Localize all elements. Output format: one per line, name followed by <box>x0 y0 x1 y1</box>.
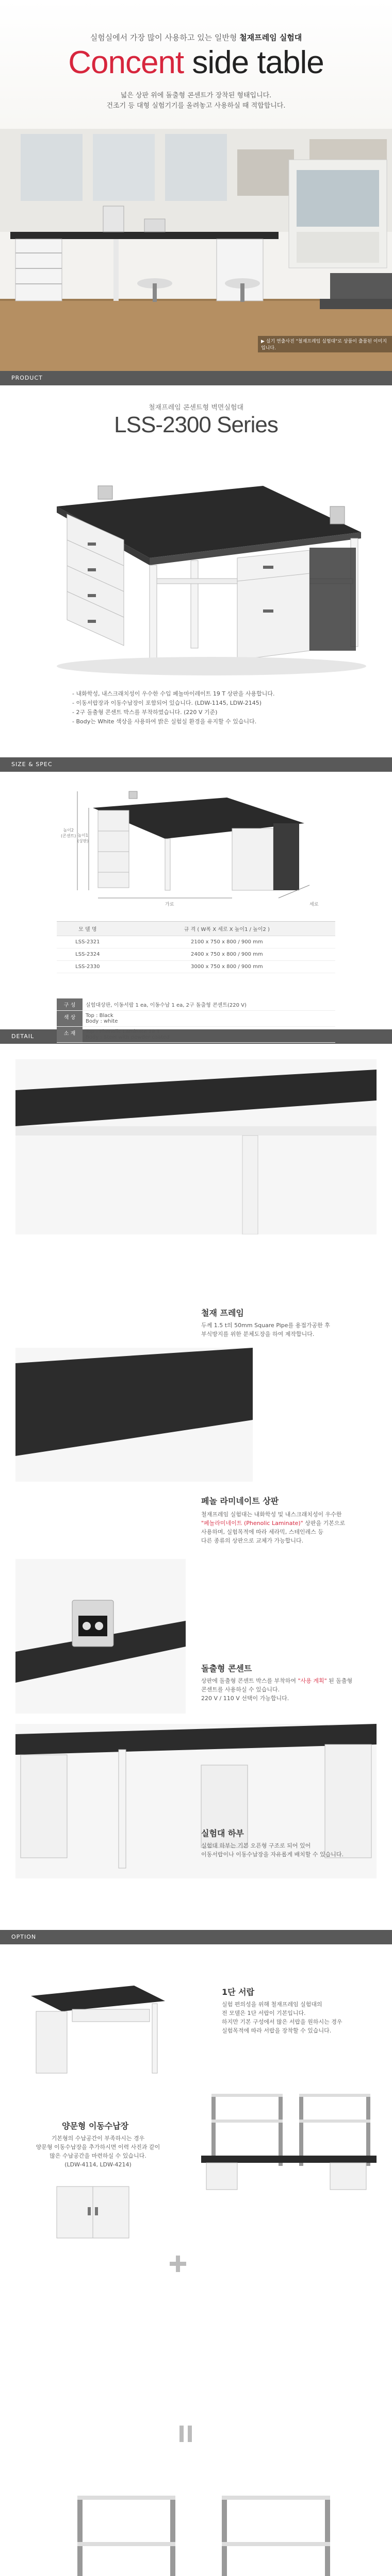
feature-item: - 이동서랍장과 이동수납장이 포함되어 있습니다. (LDW-1145, LDW-2145) <box>72 700 262 706</box>
detail-photo-frame <box>15 1059 377 1234</box>
option-table-illustration <box>21 1980 170 2078</box>
lab-room-photo <box>0 129 392 371</box>
table-row: LSS-2324 2400 x 750 x 800 / 900 mm <box>57 948 335 961</box>
composition-table <box>57 998 335 1043</box>
detail-desc: 실험대 하부는 기본 오픈형 구조로 되어 있어 이동서랍이나 이동수납장을 자유롭게 배치할 수 있습니다. <box>201 1842 344 1858</box>
product-feature-list <box>72 689 340 726</box>
table-row: LSS-2330 3000 x 750 x 800 / 900 mm <box>57 961 335 973</box>
table-header: 규 격 ( W폭 X 세로 X 높이1 / 높이2 ) <box>119 922 335 936</box>
product-illustration <box>21 455 382 682</box>
table-row: LSS-2321 2100 x 750 x 800 / 900 mm <box>57 936 335 948</box>
photo-caption: ▶ 실기 연출사진 "철재프레임 실험대"로 상품이 출품된 이미지입니다. <box>258 336 392 352</box>
hero-subtitle-line: 건조기 등 대형 실험기기를 올려놓고 사용하실 때 적합합니다. <box>106 102 286 110</box>
option-title: 1단 서랍 <box>222 1987 255 1997</box>
hero-intro-text: 실험실에서 가장 많이 사용하고 있는 일반형 <box>90 33 237 42</box>
option-desc: 실험 편의성을 위해 철재프레임 실험대의 전 모델은 1단 서랍이 기본입니다. 하지만 기본 구성에서 많은 서랍을 원하시는 경우 실험목적에 따라 서랍을 장착할 수 있습니다. <box>222 2001 342 2034</box>
section-header-spec: SIZE & SPEC <box>0 757 392 772</box>
dimension-illustration <box>62 787 330 906</box>
hero-intro <box>0 32 392 43</box>
product-section <box>0 385 392 757</box>
size-table <box>57 921 335 973</box>
hero-subtitle <box>0 91 392 111</box>
product-kicker: 철재프레임 콘센트형 벽면실험대 <box>148 404 244 412</box>
section-header-detail: DETAIL <box>0 1029 392 1044</box>
hero-title-accent: Concent <box>68 45 184 80</box>
option-rack-illustration-1 <box>201 2083 377 2192</box>
storage-cabinet-illustration <box>52 2181 134 2248</box>
section-header-option: OPTION <box>0 1930 392 1944</box>
product-title: LSS-2300 Series <box>114 412 278 437</box>
option-title: 양문형 이동수납장 <box>62 2121 129 2131</box>
option-section <box>0 1944 392 2576</box>
detail-photo-outlet <box>15 1559 186 1714</box>
detail-desc: 상판에 돌출형 콘센트 박스를 부착하여 "사용 계획" 된 돌출형 콘센트를 사용하실 수 있습니다. 220 V / 110 V 선택이 가능합니다. <box>201 1677 353 1702</box>
option-desc: 기본형의 수납공간이 부족하시는 경우 양문형 이동수납장을 추가하시면 이력 사진과 같이 많은 수납공간을 마련하실 수 있습니다. (LDW-4114, LDW-4214) <box>36 2135 160 2168</box>
hero-section <box>0 0 392 371</box>
height1-label: 높이1 (상판) <box>77 833 89 843</box>
hero-title-main: side table <box>192 45 324 80</box>
hero-intro-bold: 철재프레임 실험대 <box>239 33 302 42</box>
table-row: 소 재 Top : Phenolic Laminate 19 T Body : Steel with powder coated <box>57 1027 335 1043</box>
plus-icon <box>168 2253 188 2274</box>
detail-photo-top <box>15 1348 253 1482</box>
detail-desc: 철재프레임 실험대는 내화학성 및 내스크래치성이 우수한 "페놀라미네이트 (Phenolic Laminate)" 상판을 기본으로 사용하며, 실험목적에 따라 세라믹, 스테인레스 등 다른 종류의 상판으로 교체가 가능합니다. <box>201 1511 346 1544</box>
detail-section <box>0 1044 392 1930</box>
detail-title: 철재 프레임 <box>201 1308 244 1318</box>
feature-item: - 2구 돌출형 콘센트 박스를 부착하였습니다. (220 V 기준) <box>72 709 218 716</box>
hero-subtitle-line: 넓은 상판 위에 돌출형 콘센트가 장착된 형태입니다. <box>120 92 272 99</box>
depth-label: 세로 <box>309 902 319 907</box>
equals-icon <box>175 2424 196 2444</box>
hero-title <box>0 44 392 81</box>
detail-title: 돌출형 콘센트 <box>201 1664 252 1673</box>
section-header-product: PRODUCT <box>0 371 392 385</box>
detail-title: 실험대 하부 <box>201 1828 244 1838</box>
table-row: 구 성 실험대상판, 이동서랍 1 ea, 이동수납 1 ea, 2구 돌출형 콘센트(220 V) <box>57 998 335 1011</box>
detail-title: 페놀 라미네이트 상판 <box>201 1496 279 1506</box>
table-row: 색 상 Top : Black Body : white <box>57 1011 335 1027</box>
feature-item: - Body는 White 색상을 사용하여 밝은 실험실 환경을 유지할 수 있습니다. <box>72 718 257 725</box>
height2-label: 높이2 (콘센트) <box>61 828 76 838</box>
table-header: 모 델 명 <box>57 922 119 936</box>
option-combined-illustration <box>15 2485 377 2576</box>
feature-item: - 내화학성, 내스크래치성이 우수한 수입 페놀마이레이트 19 T 상판을 사용합니다. <box>72 690 275 697</box>
detail-desc: 두께 1.5 t의 50mm Square Pipe를 용접가공한 후 부식방지를 위한 분체도장을 하여 제작합니다. <box>201 1322 330 1337</box>
width-label: 가로 <box>165 902 174 907</box>
